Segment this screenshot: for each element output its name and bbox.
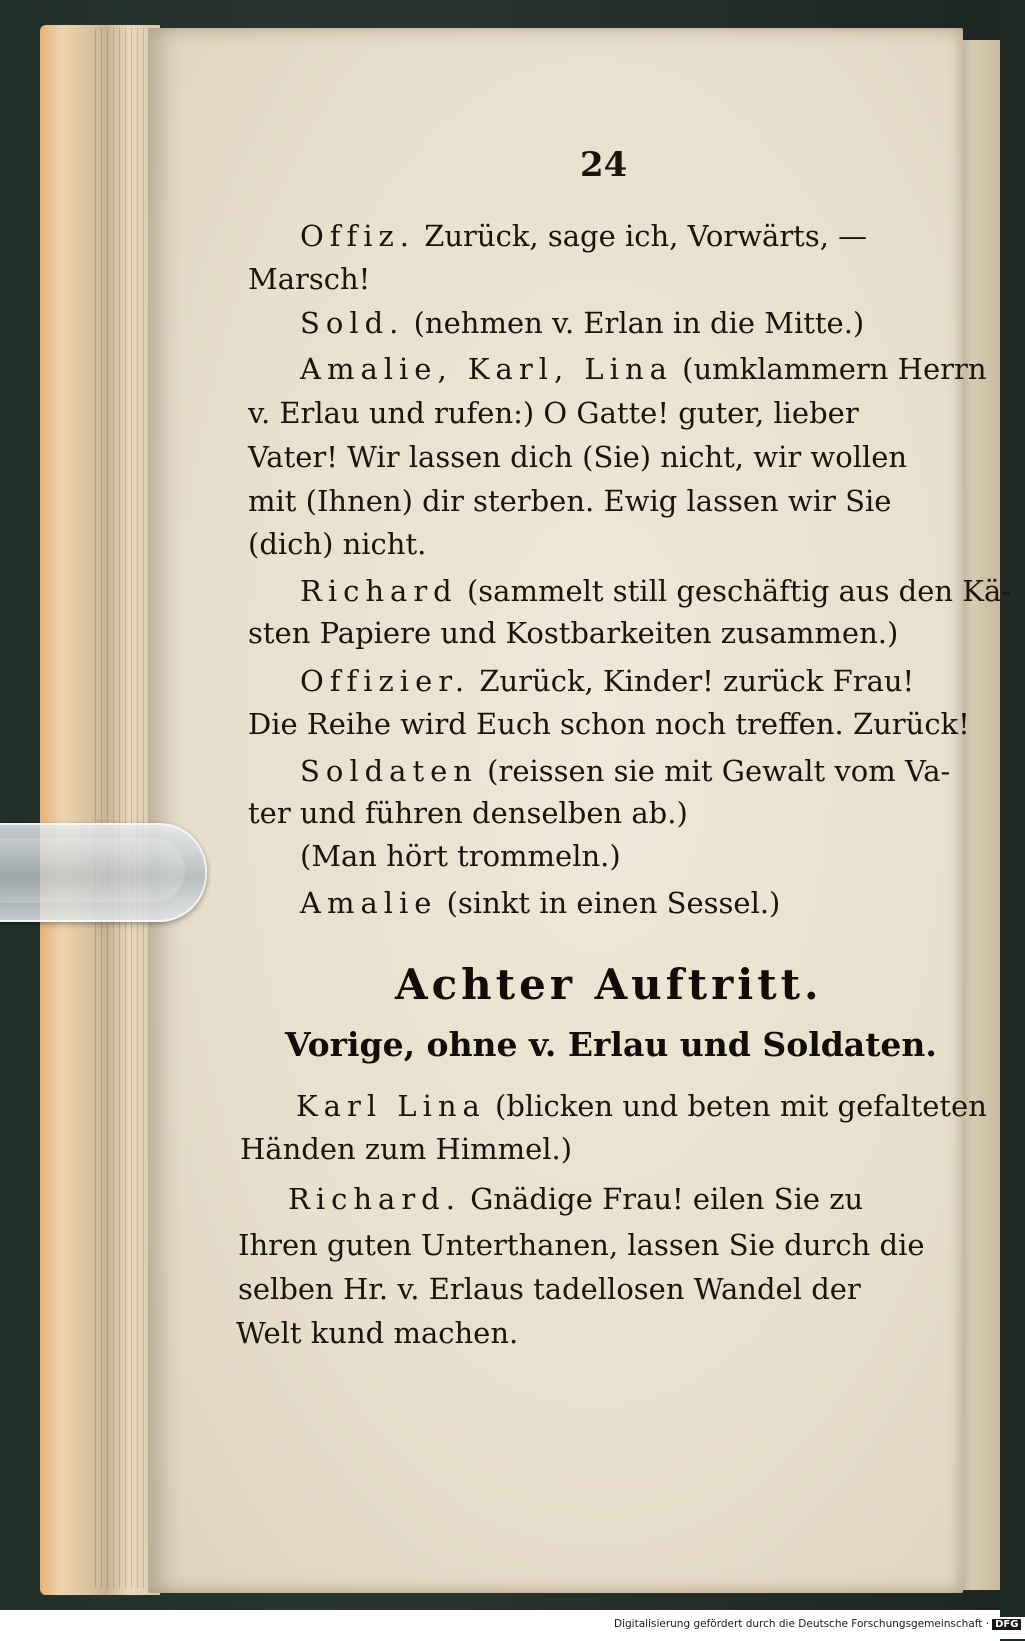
line-15	[300, 835, 621, 878]
line-text: Welt kund machen.	[236, 1316, 519, 1350]
speaker: Offiz.	[300, 219, 416, 253]
line-text: Zurück, Kinder! zurück Frau!	[479, 664, 915, 698]
line-9	[300, 570, 1011, 613]
scene-subheading: Vorige, ohne v. Erlau und Soldaten.	[285, 1025, 937, 1064]
line-text: Zurück, sage ich, Vorwärts, —	[424, 219, 868, 253]
footer-text: Digitalisierung gefördert durch die Deutsche Forschungsgemeinschaft ·	[614, 1618, 990, 1630]
speaker: Amalie, Karl, Lina	[300, 352, 673, 386]
line-14	[248, 792, 688, 835]
line-text: ter und führen denselben ab.)	[248, 796, 688, 830]
line-text: Ihren guten Unterthanen, lassen Sie durch die	[238, 1228, 925, 1262]
line-4	[300, 348, 987, 391]
line-text: Die Reihe wird Euch schon noch treffen. Zurück!	[248, 707, 970, 741]
line-text: Gnädige Frau! eilen Sie zu	[470, 1182, 864, 1216]
page-number: 24	[580, 145, 628, 185]
speaker: Richard	[300, 574, 458, 608]
line-11	[300, 660, 914, 703]
line-text: Marsch!	[248, 262, 371, 296]
speaker: Sold.	[300, 306, 405, 340]
line-5	[248, 392, 859, 435]
line-16	[300, 882, 780, 925]
line-22	[236, 1312, 518, 1355]
dfg-logo: DFG	[992, 1619, 1021, 1630]
line-text: sten Papiere und Kostbarkeiten zusammen.)	[248, 616, 899, 650]
line-text: v. Erlau und rufen:) O Gatte! guter, lieber	[248, 396, 859, 430]
line-17	[296, 1085, 987, 1128]
line-3	[300, 302, 864, 345]
speaker: Soldaten	[300, 754, 478, 788]
line-10	[248, 612, 898, 655]
line-1	[300, 215, 867, 258]
line-text: (blicken und beten mit gefalteten	[495, 1089, 987, 1123]
speaker: Amalie	[300, 886, 438, 920]
line-20	[238, 1224, 925, 1267]
line-text: (Man hört trommeln.)	[300, 839, 621, 873]
line-text: selben Hr. v. Erlaus tadellosen Wandel der	[238, 1272, 861, 1306]
line-12	[248, 703, 970, 746]
line-18	[240, 1128, 572, 1171]
line-text: mit (Ihnen) dir sterben. Ewig lassen wir Sie	[248, 484, 892, 518]
line-text: (nehmen v. Erlan in die Mitte.)	[413, 306, 865, 340]
line-7	[248, 480, 891, 523]
line-text: (reissen sie mit Gewalt vom Va-	[487, 754, 951, 788]
line-13	[300, 750, 950, 793]
speaker: Karl Lina	[296, 1089, 486, 1123]
line-21	[238, 1268, 861, 1311]
line-2	[248, 258, 370, 301]
line-text: Händen zum Himmel.)	[240, 1132, 573, 1166]
line-text: Vater! Wir lassen dich (Sie) nicht, wir wollen	[248, 440, 908, 474]
line-6	[248, 436, 907, 479]
line-8	[248, 523, 426, 566]
line-text: (umklammern Herrn	[682, 352, 987, 386]
scene-heading: Achter Auftritt.	[395, 960, 823, 1009]
line-19	[288, 1178, 863, 1221]
footer	[610, 1617, 1025, 1639]
line-text: (sammelt still geschäftig aus den Kä-	[466, 574, 1012, 608]
speaker: Richard.	[288, 1182, 461, 1216]
line-text: (dich) nicht.	[248, 527, 427, 561]
page-clip-highlight	[0, 838, 185, 903]
speaker: Offizier.	[300, 664, 471, 698]
line-text: (sinkt in einen Sessel.)	[446, 886, 781, 920]
